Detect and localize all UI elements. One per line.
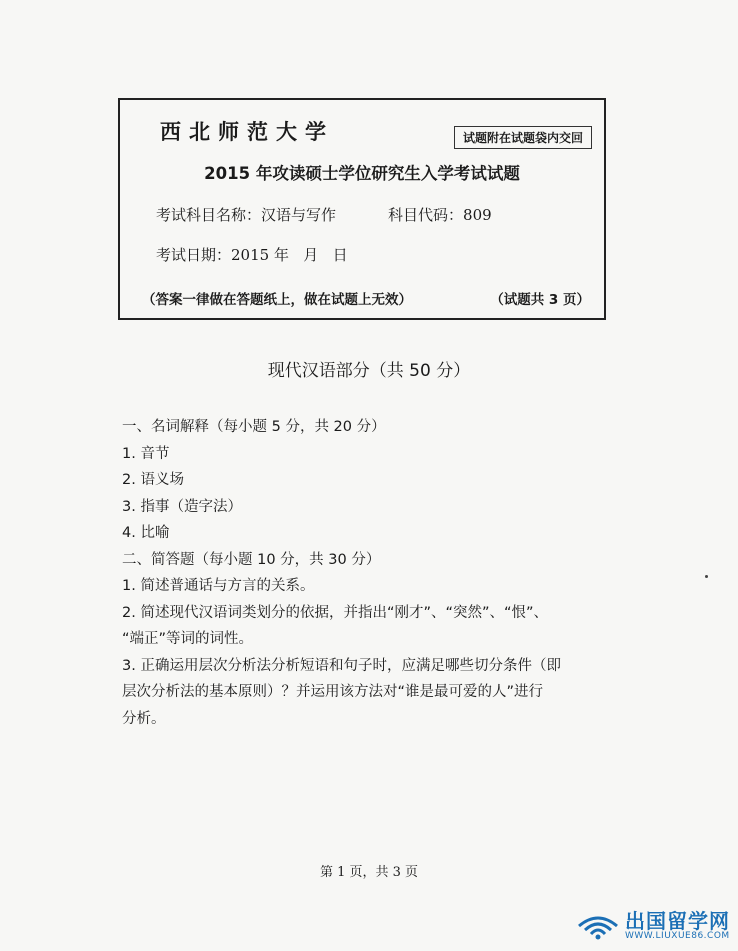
list-item: 1. 音节 [122, 445, 170, 462]
subject-name: 汉语与写作 [261, 206, 337, 224]
list-item: 4. 比喻 [122, 525, 170, 541]
subject-code: 809 [463, 206, 492, 224]
page-footer: 第 1 页，共 3 页 [319, 865, 419, 880]
date-value: 2015 年 月 日 [231, 246, 348, 264]
answer-note-row [142, 288, 590, 308]
site-watermark [575, 911, 730, 941]
subject-row [156, 204, 492, 225]
page-count-note: （试题共 3 页） [490, 292, 590, 308]
question-1: 1. 简述普通话与方言的关系。 [122, 578, 315, 594]
questions-body [122, 414, 622, 732]
exam-header-box [118, 98, 606, 320]
university-name: 西北师范大学 [160, 120, 334, 144]
question-2-line-1: 2. 简述现代汉语词类划分的依据，并指出“刚才”、“突然”、“恨”、 [122, 604, 549, 621]
watermark-name: 出国留学网 [625, 909, 730, 933]
date-row [156, 244, 348, 265]
return-notice-stamp: 试题附在试题袋内交回 [454, 126, 592, 149]
date-label: 考试日期： [156, 246, 232, 264]
part1-heading: 一、名词解释（每小题 5 分，共 20 分） [122, 419, 386, 435]
watermark-url: WWW.LIUXUE86.COM [625, 931, 730, 941]
subject-label: 考试科目名称： [156, 206, 262, 224]
list-item: 2. 语义场 [122, 472, 184, 488]
wifi-logo-icon [575, 912, 621, 940]
question-3-line-2: 层次分析法的基本原则）？并运用该方法对“谁是最可爱的人”进行 [122, 684, 544, 700]
code-label: 科目代码： [388, 206, 464, 224]
section-title: 现代汉语部分（共 50 分） [267, 361, 471, 381]
question-3-line-1: 3. 正确运用层次分析法分析短语和句子时，应满足哪些切分条件（即 [122, 657, 561, 674]
part2-heading: 二、简答题（每小题 10 分，共 30 分） [122, 551, 381, 568]
question-3-line-3: 分析。 [122, 710, 166, 727]
question-2-line-2: “端正”等词的词性。 [122, 631, 254, 647]
scan-speck [705, 575, 708, 578]
answer-instruction: （答案一律做在答题纸上，做在试题上无效） [142, 292, 412, 308]
list-item: 3. 指事（造字法） [122, 498, 242, 515]
exam-title: 2015 年攻读硕士学位研究生入学考试试题 [204, 164, 520, 183]
